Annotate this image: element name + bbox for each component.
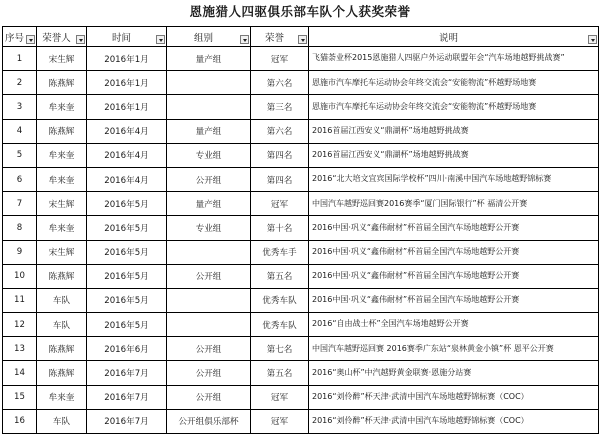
- table-row: [3, 95, 599, 119]
- cell-honor: 第十名: [251, 216, 309, 240]
- filter-dropdown-icon[interactable]: [156, 35, 165, 44]
- cell-group: 量产组: [167, 192, 251, 216]
- table-row: [3, 264, 599, 288]
- cell-honoree: 陈燕辉: [37, 119, 87, 143]
- cell-date: 2016年5月: [87, 192, 167, 216]
- table-row: [3, 288, 599, 312]
- cell-description: 2016中国·巩义“鑫伟耐材”杯首届全国汽车场地越野公开赛: [309, 288, 599, 312]
- cell-honor: 第六名: [251, 71, 309, 95]
- cell-group: 公开组俱乐部杯: [167, 409, 251, 433]
- table-title: 恩施猎人四驱俱乐部车队个人获奖荣誉: [189, 4, 411, 19]
- cell-group: 公开组: [167, 264, 251, 288]
- col-header-honoree: [37, 27, 87, 47]
- col-header-group: [167, 27, 251, 47]
- cell-date: 2016年4月: [87, 119, 167, 143]
- cell-honor: 冠军: [251, 192, 309, 216]
- filter-dropdown-icon[interactable]: [240, 35, 249, 44]
- cell-description: 2016“刘伶醉”杯天津·武清中国汽车场地越野锦标赛（COC）: [309, 385, 599, 409]
- cell-honoree: 宋生辉: [37, 47, 87, 71]
- header-label: 荣誉人: [42, 32, 71, 44]
- table-row: [3, 192, 599, 216]
- cell-honoree: 车队: [37, 409, 87, 433]
- cell-index: 12: [3, 313, 37, 337]
- cell-group: [167, 95, 251, 119]
- cell-description: 中国汽车越野巡回赛 2016赛季广东站“泉林黄金小镇”杯 恩平公开赛: [309, 337, 599, 361]
- cell-group: 专业组: [167, 143, 251, 167]
- cell-date: 2016年6月: [87, 337, 167, 361]
- cell-group: 专业组: [167, 216, 251, 240]
- cell-index: 6: [3, 167, 37, 191]
- header-label: 时间: [111, 32, 131, 44]
- cell-honor: 优秀车队: [251, 288, 309, 312]
- cell-honor: 第四名: [251, 167, 309, 191]
- cell-honor: 第七名: [251, 337, 309, 361]
- cell-description: 2016首届江西安义“鼎湖杯”场地越野挑战赛: [309, 143, 599, 167]
- cell-honor: 冠军: [251, 409, 309, 433]
- cell-honoree: 车队: [37, 288, 87, 312]
- cell-honor: 第三名: [251, 95, 309, 119]
- cell-date: 2016年5月: [87, 313, 167, 337]
- table-row: [3, 240, 599, 264]
- cell-honoree: 陈燕辉: [37, 361, 87, 385]
- cell-index: 2: [3, 71, 37, 95]
- cell-description: 2016“自由战士杯”全国汽车场地越野公开赛: [309, 313, 599, 337]
- filter-dropdown-icon[interactable]: [26, 35, 35, 44]
- cell-honor: 冠军: [251, 385, 309, 409]
- filter-dropdown-icon[interactable]: [298, 35, 307, 44]
- cell-honoree: 陈燕辉: [37, 71, 87, 95]
- cell-description: 2016中国·巩义“鑫伟耐材”杯首届全国汽车场地越野公开赛: [309, 264, 599, 288]
- cell-description: 恩施市汽车摩托车运动协会年终交流会“安能物流”杯越野场地赛: [309, 95, 599, 119]
- cell-honor: 优秀车手: [251, 240, 309, 264]
- table-body: [3, 47, 599, 434]
- cell-date: 2016年7月: [87, 385, 167, 409]
- cell-group: 量产组: [167, 119, 251, 143]
- cell-group: [167, 288, 251, 312]
- cell-honoree: 陈燕辉: [37, 337, 87, 361]
- cell-description: 飞猫荼业杯2015恩施猎人四驱户外运动联盟年会“汽车场地越野挑战赛”: [309, 47, 599, 71]
- cell-honoree: 宋生辉: [37, 240, 87, 264]
- cell-index: 1: [3, 47, 37, 71]
- header-label: 组别: [193, 32, 213, 44]
- cell-description: 2016“刘伶醉”杯天津·武清中国汽车场地越野锦标赛（COC）: [309, 409, 599, 433]
- cell-honoree: 牟来奎: [37, 95, 87, 119]
- cell-date: 2016年5月: [87, 288, 167, 312]
- table-row: [3, 47, 599, 71]
- cell-group: [167, 240, 251, 264]
- col-header-date: [87, 27, 167, 47]
- cell-date: 2016年7月: [87, 409, 167, 433]
- cell-description: 2016中国·巩义“鑫伟耐材”杯首届全国汽车场地越野公开赛: [309, 240, 599, 264]
- cell-index: 13: [3, 337, 37, 361]
- cell-honor: 第六名: [251, 119, 309, 143]
- cell-description: 恩施市汽车摩托车运动协会年终交流会“安能物流”杯越野场地赛: [309, 71, 599, 95]
- cell-index: 3: [3, 95, 37, 119]
- header-label: 说明: [438, 32, 458, 44]
- cell-description: 2016“北大培文宜宾国际学校杯”四川·南溪中国汽车场地越野锦标赛: [309, 167, 599, 191]
- cell-index: 5: [3, 143, 37, 167]
- cell-honor: 第四名: [251, 143, 309, 167]
- cell-group: 量产组: [167, 47, 251, 71]
- cell-group: 公开组: [167, 361, 251, 385]
- cell-honoree: 牟来奎: [37, 143, 87, 167]
- table-row: [3, 143, 599, 167]
- filter-dropdown-icon[interactable]: [588, 35, 597, 44]
- cell-index: 9: [3, 240, 37, 264]
- table-row: [3, 216, 599, 240]
- cell-date: 2016年4月: [87, 167, 167, 191]
- cell-honor: 第五名: [251, 264, 309, 288]
- cell-date: 2016年1月: [87, 95, 167, 119]
- header-label: 荣誉: [264, 32, 284, 44]
- cell-honoree: 牟来奎: [37, 385, 87, 409]
- cell-group: 公开组: [167, 167, 251, 191]
- header-label: 序号: [5, 32, 25, 44]
- table-row: [3, 167, 599, 191]
- col-header-index: [3, 27, 37, 47]
- table-row: [3, 361, 599, 385]
- cell-description: 中国汽车越野巡回赛2016赛季“厦门国际银行”杯 福清公开赛: [309, 192, 599, 216]
- table-row: [3, 119, 599, 143]
- table-row: [3, 409, 599, 433]
- cell-index: 7: [3, 192, 37, 216]
- cell-index: 16: [3, 409, 37, 433]
- table-row: [3, 385, 599, 409]
- table-row: [3, 313, 599, 337]
- cell-date: 2016年5月: [87, 216, 167, 240]
- cell-date: 2016年5月: [87, 240, 167, 264]
- cell-honoree: 宋生辉: [37, 192, 87, 216]
- awards-table: [2, 26, 599, 434]
- cell-description: 2016中国·巩义“鑫伟耐材”杯首届全国汽车场地越野公开赛: [309, 216, 599, 240]
- cell-group: 公开组: [167, 337, 251, 361]
- cell-index: 11: [3, 288, 37, 312]
- table-row: [3, 71, 599, 95]
- cell-group: 公开组: [167, 385, 251, 409]
- cell-index: 4: [3, 119, 37, 143]
- col-header-honor: [251, 27, 309, 47]
- cell-description: 2016“奥山杯”中汽越野黄金联赛·恩施分站赛: [309, 361, 599, 385]
- cell-date: 2016年1月: [87, 71, 167, 95]
- cell-group: [167, 71, 251, 95]
- cell-index: 10: [3, 264, 37, 288]
- cell-group: [167, 313, 251, 337]
- cell-honoree: 牟来奎: [37, 216, 87, 240]
- cell-honoree: 车队: [37, 313, 87, 337]
- cell-date: 2016年1月: [87, 47, 167, 71]
- cell-index: 15: [3, 385, 37, 409]
- cell-date: 2016年7月: [87, 361, 167, 385]
- filter-dropdown-icon[interactable]: [76, 35, 85, 44]
- cell-honoree: 陈燕辉: [37, 264, 87, 288]
- cell-honor: 冠军: [251, 47, 309, 71]
- cell-index: 8: [3, 216, 37, 240]
- cell-honor: 第五名: [251, 361, 309, 385]
- cell-honoree: 牟来奎: [37, 167, 87, 191]
- cell-honor: 优秀车队: [251, 313, 309, 337]
- cell-date: 2016年4月: [87, 143, 167, 167]
- col-header-description: [309, 27, 599, 47]
- table-row: [3, 337, 599, 361]
- cell-index: 14: [3, 361, 37, 385]
- cell-date: 2016年5月: [87, 264, 167, 288]
- header-row: [3, 27, 599, 47]
- cell-description: 2016首届江西安义“鼎湖杯”场地越野挑战赛: [309, 119, 599, 143]
